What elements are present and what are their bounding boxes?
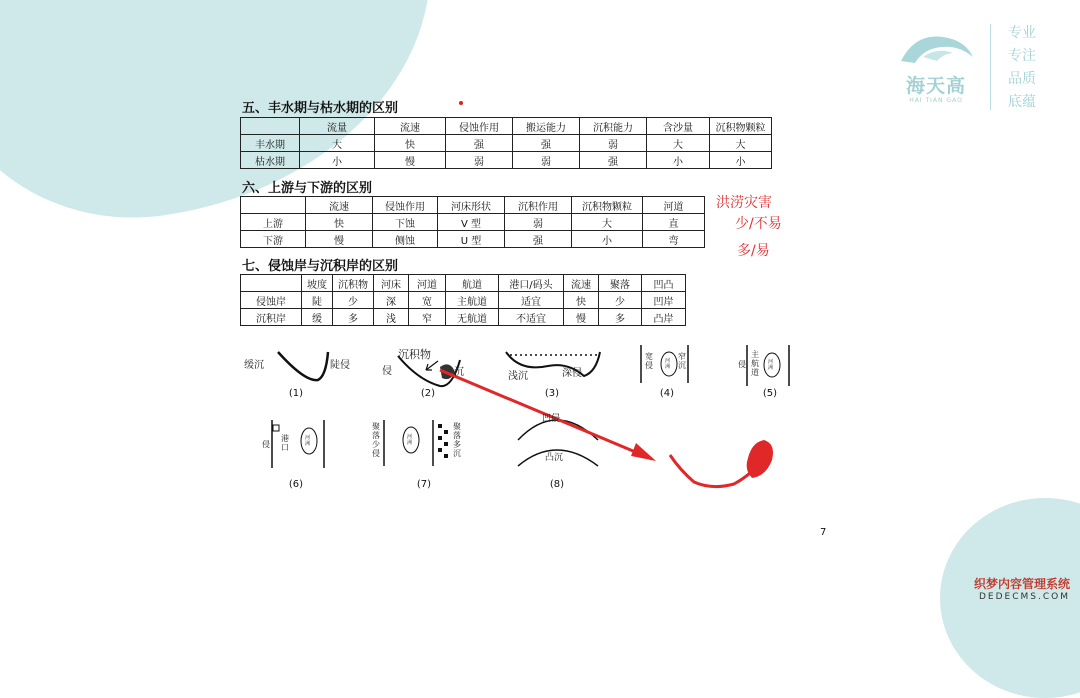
figure-caption: (6)	[288, 479, 304, 490]
table-cell: 强	[446, 135, 513, 152]
table-cell: 小	[710, 152, 772, 169]
header-cell: 凹凸	[642, 275, 686, 292]
annotation-more: 多/易	[737, 243, 770, 259]
fig3-left-label: 浅沉	[508, 371, 528, 382]
table-cell: 快	[375, 135, 446, 152]
page-number: 7	[820, 527, 827, 538]
table-cell: 大	[300, 135, 375, 152]
table-cell: 缓	[302, 309, 333, 326]
fig8-top-label: 凹侵	[542, 414, 561, 424]
fig4-right-label: 窄沉	[678, 352, 686, 370]
table-cell: 弱	[580, 135, 647, 152]
table-cell: 窄	[409, 309, 446, 326]
table-cell: 少	[333, 292, 374, 309]
table-cell: 不适宜	[499, 309, 564, 326]
fig2-top-label: 沉积物	[398, 348, 431, 361]
header-cell: 河床	[374, 275, 409, 292]
table-cell: 多	[333, 309, 374, 326]
table-cell: 小	[572, 231, 643, 248]
fig1-right-label: 陡侵	[330, 360, 350, 371]
figure-caption: (4)	[659, 388, 675, 399]
table-cell: 弱	[513, 152, 580, 169]
figure-caption: (8)	[549, 479, 565, 490]
header-cell: 沉积物	[333, 275, 374, 292]
table-cell: 枯水期	[241, 152, 300, 169]
table-cell: 上游	[241, 214, 306, 231]
header-cell: 搬运能力	[513, 118, 580, 135]
watermark-url: DEDECMS.COM	[979, 592, 1070, 602]
table-cell: 弱	[446, 152, 513, 169]
fig8-bottom-label: 凸沉	[545, 453, 564, 463]
table-cell: 下游	[241, 231, 306, 248]
figure-caption: (1)	[288, 388, 304, 399]
table-cell: 慢	[564, 309, 599, 326]
fig5-left-label: 侵	[738, 360, 746, 369]
table-cell: 强	[513, 135, 580, 152]
header-cell: 沉积作用	[505, 197, 572, 214]
table-cell: 宽	[409, 292, 446, 309]
fig4-left-label: 宽侵	[645, 352, 653, 370]
header-cell: 航道	[446, 275, 499, 292]
section-title-5: 五、丰水期与枯水期的区别	[242, 101, 399, 116]
slogan-line: 底蕴	[1008, 94, 1036, 110]
fig1-left-label: 缓沉	[244, 360, 264, 371]
figure-caption: (5)	[762, 388, 778, 399]
header-cell: 含沙量	[647, 118, 710, 135]
watermark-title: 织梦内容管理系统	[973, 577, 1070, 591]
figure-caption: (7)	[416, 479, 432, 490]
table-cell: 侵蚀岸	[241, 292, 302, 309]
header-cell: 港口/码头	[499, 275, 564, 292]
table-cell: V 型	[438, 214, 505, 231]
fig7-island-label: 河洲	[407, 434, 413, 446]
header-cell: 侵蚀作用	[373, 197, 438, 214]
watermark	[974, 575, 1070, 602]
table-cell: 适宜	[499, 292, 564, 309]
table-cell: 弱	[505, 214, 572, 231]
table-cell: 强	[580, 152, 647, 169]
table-cell: 丰水期	[241, 135, 300, 152]
logo-subtext: HAI TIAN GAO	[909, 97, 963, 104]
figure-caption: (2)	[420, 388, 436, 399]
table-cell: 小	[300, 152, 375, 169]
slogan-line: 专业	[1008, 25, 1036, 41]
table-cell: 侧蚀	[373, 231, 438, 248]
header-cell: 流速	[306, 197, 373, 214]
table-cell: 下蚀	[373, 214, 438, 231]
table-cell: 直	[643, 214, 705, 231]
section-title-7: 七、侵蚀岸与沉积岸的区别	[242, 259, 399, 274]
header-cell: 流速	[564, 275, 599, 292]
header-cell: 流量	[300, 118, 375, 135]
table-cell: 浅	[374, 309, 409, 326]
table-cell: 大	[647, 135, 710, 152]
table-cell: 沉积岸	[241, 309, 302, 326]
fig6-island-label: 河洲	[305, 435, 311, 447]
table-cell: 大	[572, 214, 643, 231]
table-cell: 陡	[302, 292, 333, 309]
table-cell: 大	[710, 135, 772, 152]
table-cell: 无航道	[446, 309, 499, 326]
header-cell: 河道	[409, 275, 446, 292]
table-cell: 小	[647, 152, 710, 169]
table-cell: U 型	[438, 231, 505, 248]
slogan-line: 专注	[1008, 48, 1036, 64]
table-cell: 少	[599, 292, 642, 309]
table-cell: 弯	[643, 231, 705, 248]
fig7-right-label: 聚落多沉	[453, 422, 461, 458]
fig7-left-label: 聚落少侵	[372, 422, 380, 458]
fig2-left-label: 侵	[382, 366, 392, 377]
table-cell: 快	[306, 214, 373, 231]
table-cell: 快	[564, 292, 599, 309]
fig3-right-label: 深侵	[562, 368, 582, 379]
annotation-flood: 洪涝灾害	[716, 195, 772, 211]
table-cell: 凸岸	[642, 309, 686, 326]
fig6-left-label: 侵	[262, 440, 270, 449]
fig6-port-label: 港口	[281, 434, 289, 452]
header-cell: 沉积能力	[580, 118, 647, 135]
header-cell: 流速	[375, 118, 446, 135]
header-cell: 聚落	[599, 275, 642, 292]
header-cell: 河道	[643, 197, 705, 214]
figure-caption: (3)	[544, 388, 560, 399]
table-cell: 强	[505, 231, 572, 248]
fig5-mid-label: 主航道	[751, 350, 759, 377]
header-cell: 侵蚀作用	[446, 118, 513, 135]
fig2-right-label: 沉	[454, 367, 464, 378]
header-cell: 河床形状	[438, 197, 505, 214]
logo-text: 海天高	[905, 75, 966, 97]
table-cell: 慢	[306, 231, 373, 248]
header-cell: 沉积物颗粒	[572, 197, 643, 214]
table-cell: 凹岸	[642, 292, 686, 309]
section-title-6: 六、上游与下游的区别	[242, 181, 373, 196]
table-cell: 慢	[375, 152, 446, 169]
header-cell: 坡度	[302, 275, 333, 292]
fig5-island-label: 河洲	[768, 359, 774, 371]
table-cell: 深	[374, 292, 409, 309]
slogan-line: 品质	[1008, 71, 1036, 87]
table-cell: 多	[599, 309, 642, 326]
table-cell: 主航道	[446, 292, 499, 309]
header-cell: 沉积物颗粒	[710, 118, 772, 135]
annotation-less: 少/不易	[735, 216, 782, 232]
fig4-island-label: 河洲	[665, 358, 671, 370]
